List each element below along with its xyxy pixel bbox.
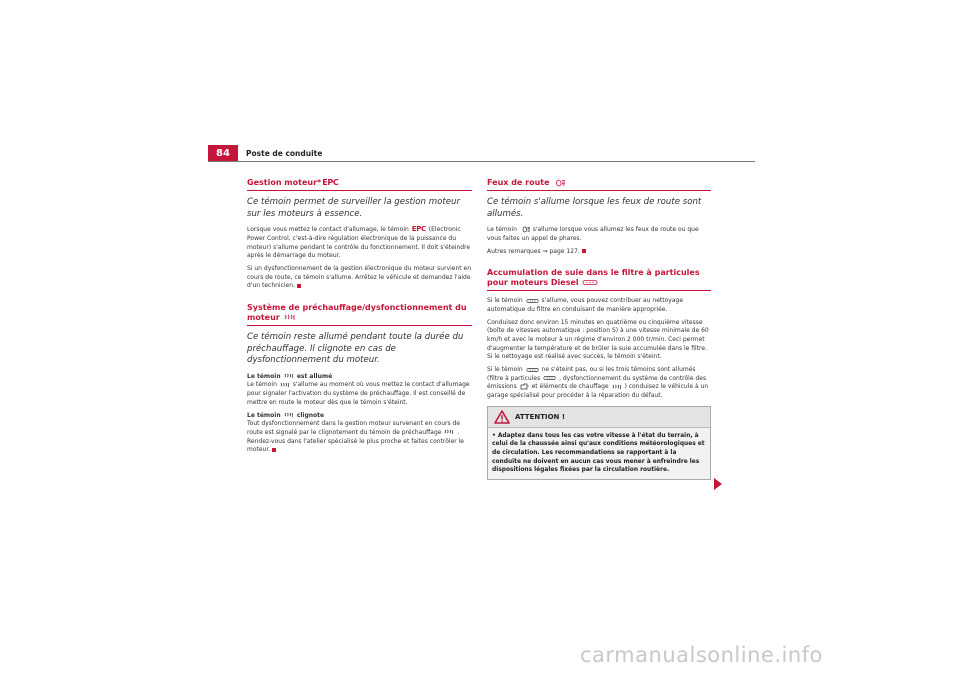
glow-plug-icon xyxy=(284,373,294,379)
paragraph: Le témoin s'allume au moment où vous mettez le contact d'allumage pour signaler l'activation du système de préchauffage. Il est conseillé de mettre en route le moteur dès que le témoin s'éteint. xyxy=(247,381,470,406)
subheading: Le témoin clignote xyxy=(247,411,325,419)
paragraph: Conduisez donc environ 15 minutes en quatrième ou cinquième vitesse (boîte de vitesses automatique : position S) à une vitesse minimale de 60 km/h et avec le moteur à un régime d'environ 2 000 tr/min. Ceci permet d'augmenter la température et de brûler la suie accumulée dans le filtre. Si le nettoyage est réalisé avec succès, le témoin s'éteint. xyxy=(487,318,709,361)
high-beam-icon xyxy=(553,179,565,187)
epc-warning-icon: EPC xyxy=(322,177,339,187)
continue-arrow-icon xyxy=(714,478,722,490)
warning-header xyxy=(488,407,710,428)
section-lead: Ce témoin s'allume lorsque les feux de route sont allumés. xyxy=(487,197,702,219)
glow-plug-icon xyxy=(280,382,290,388)
particulate-filter-icon xyxy=(526,298,539,304)
page-number: 84 xyxy=(208,145,238,162)
warning-box xyxy=(487,406,711,480)
section-title-diesel-particulate: Accumulation de suie dans le filtre à particules pour moteurs Diesel xyxy=(487,268,711,291)
warning-text: • Adaptez dans tous les cas votre vitesse à l'état du terrain, à celui de la chaussée ainsi qu'aux conditions météorologiques et de circulation. Les recommandations se rapportant à la conduite ne doivent en aucun cas vous mener à enfreindre les dispositions légales fixées par la circulation routière. xyxy=(492,432,705,474)
paragraph: Si un dysfonctionnement de la gestion électronique du moteur survient en cours de route, ce témoin s'allume. Arrêtez le véhicule et demandez l'aide d'un technicien. xyxy=(247,264,472,290)
paragraph: Si le témoin ne s'éteint pas, ou si les trois témoins sont allumés (filtre à particules , dysfonctionnement du système de contrôle des émissions et éléments de chauffage ) conduisez le véhicule à un garage spécialisé pour procéder à la réparation du défaut. xyxy=(487,366,709,400)
emission-control-icon xyxy=(520,383,529,390)
section-lead: Ce témoin reste allumé pendant toute la durée du préchauffage. Il clignote en cas de dysfonctionnement du moteur. xyxy=(247,332,464,366)
glow-plug-icon xyxy=(612,384,622,390)
paragraph: Si le témoin s'allume, vous pouvez contribuer au nettoyage automatique du filtre en conduisant de manière appropriée. xyxy=(487,297,684,313)
paragraph xyxy=(487,248,711,257)
warning-title: ATTENTION ! xyxy=(515,412,566,421)
glow-plug-icon xyxy=(284,314,296,321)
page-header-title: Poste de conduite xyxy=(246,149,323,158)
subheading: Le témoin est allumé xyxy=(247,372,333,380)
section-lead: Ce témoin permet de surveiller la gestion moteur sur les moteurs à essence. xyxy=(247,197,460,219)
paragraph: Lorsque vous mettez le contact d'allumage, le témoin EPC (Electronic Power Control, c'est-à-dire régulation électronique de la puissance du moteur) s'allume pendant le contrôle du fonctionnement. Il doit s'éteindre après le démarrage du moteur. xyxy=(247,225,471,260)
glow-plug-icon xyxy=(444,429,454,435)
section-title-engine-management: Gestion moteur*EPC xyxy=(247,178,472,191)
particulate-filter-icon xyxy=(582,279,598,286)
bullet: • xyxy=(492,432,496,439)
section-title-high-beam: Feux de route xyxy=(487,178,711,191)
paragraph: Tout dysfonctionnement dans la gestion moteur survenant en cours de route est signalé par le clignotement du témoin de préchauffage . Rendez-vous dans l'atelier spécialisé le plus proche et faites contrôler le moteur. xyxy=(247,420,464,454)
particulate-filter-icon xyxy=(526,367,539,373)
watermark: carmanualsonline.info xyxy=(580,643,823,667)
header-divider xyxy=(208,161,755,162)
high-beam-icon xyxy=(520,226,530,233)
particulate-filter-icon xyxy=(543,375,556,381)
end-of-section-marker xyxy=(272,448,276,452)
end-of-section-marker xyxy=(582,249,586,253)
page-reference-link[interactable]: Autres remarques ⇒ page 127. xyxy=(487,247,580,255)
left-column xyxy=(247,178,472,459)
end-of-section-marker xyxy=(297,284,301,288)
epc-warning-icon: EPC xyxy=(411,225,426,234)
glow-plug-icon xyxy=(284,412,294,418)
warning-triangle-icon xyxy=(494,410,510,424)
paragraph: Le témoin s'allume lorsque vous allumez les feux de route ou que vous faites un appel de phares. xyxy=(487,226,699,242)
right-column xyxy=(487,178,711,480)
section-title-preheating: Système de préchauffage/dysfonctionnement du moteur xyxy=(247,303,472,326)
